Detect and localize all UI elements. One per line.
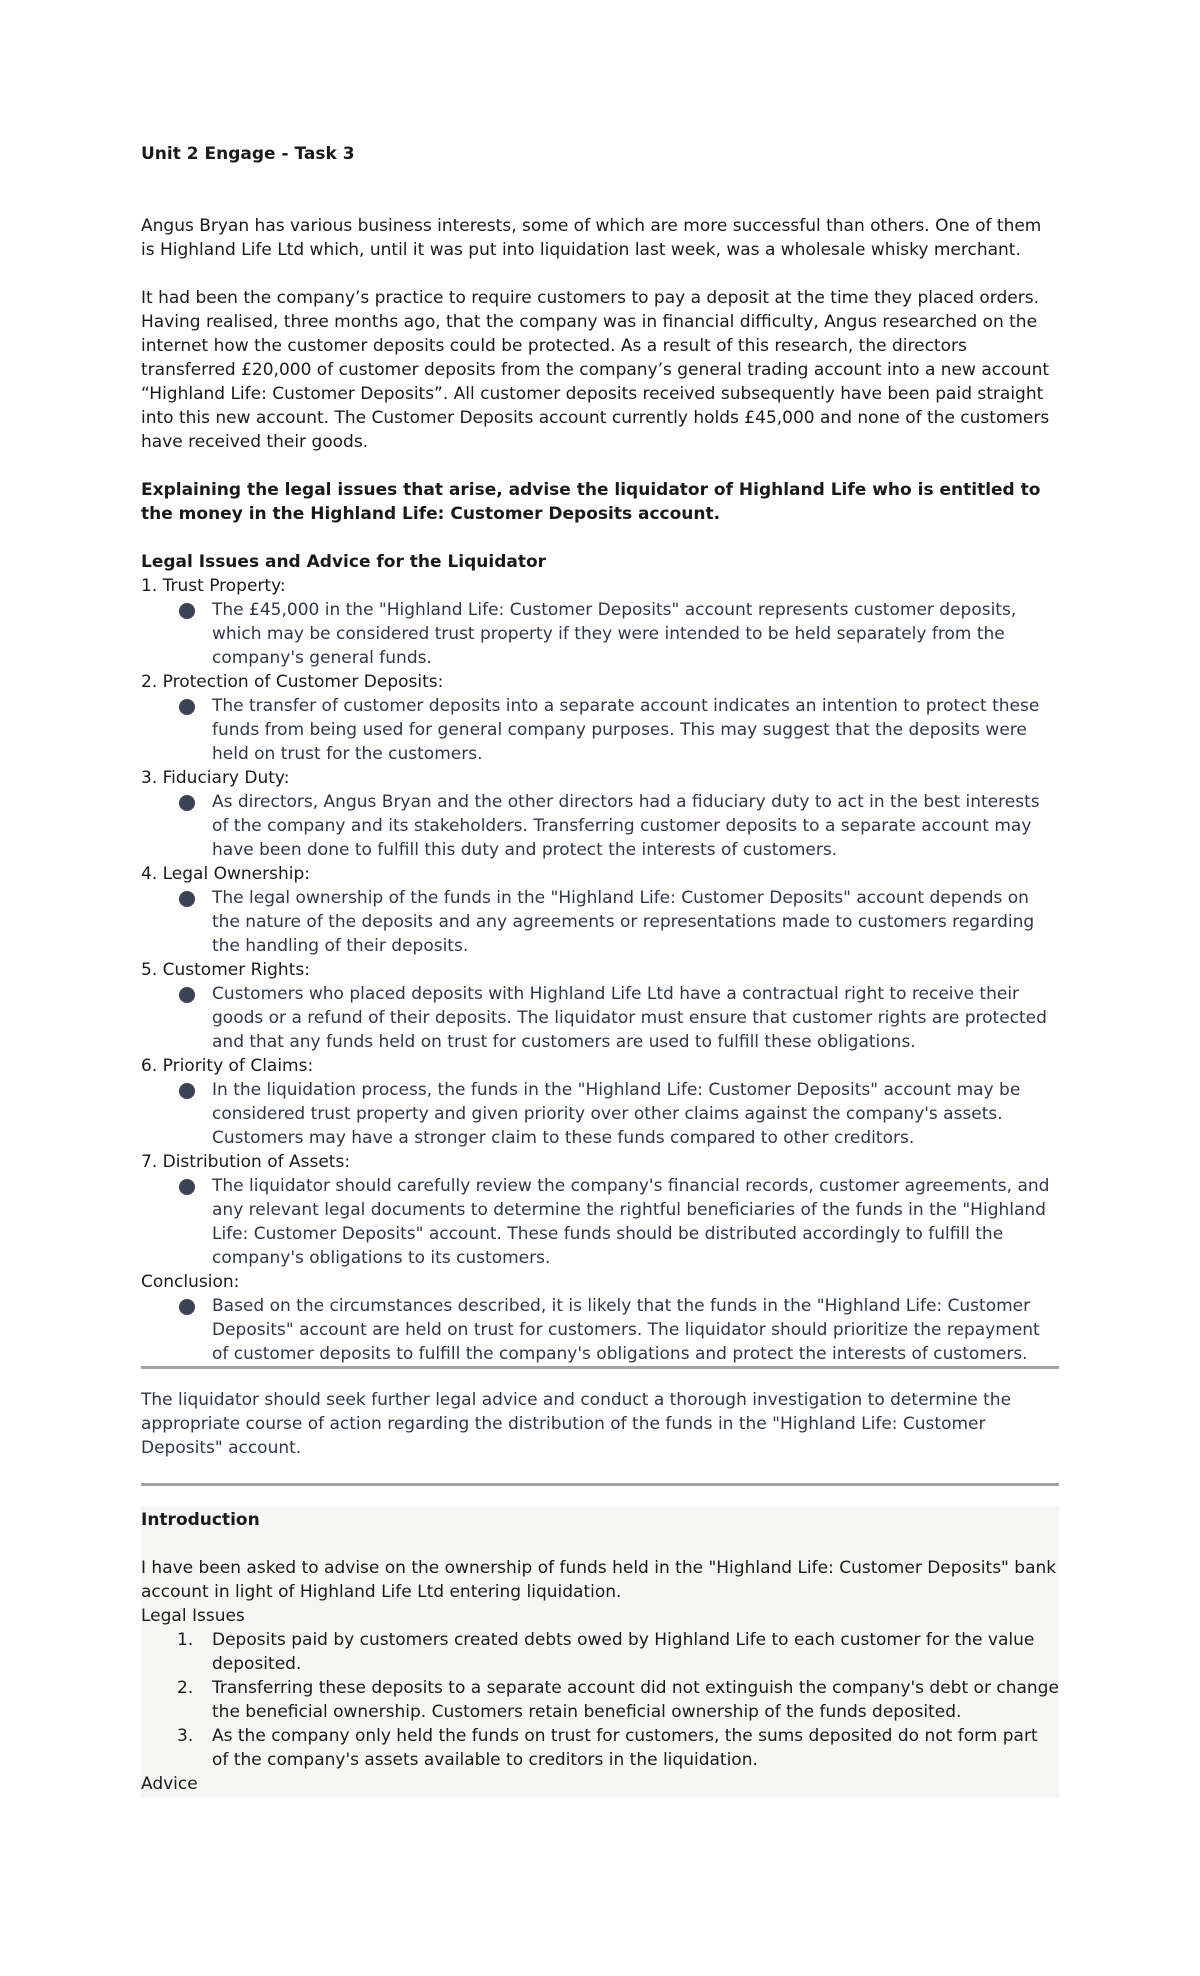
issue-title: 4. Legal Ownership: [141,864,310,884]
advice-label: Advice [141,1774,198,1794]
numbered-item [141,1628,1059,1676]
item-text: As the company only held the funds on trust for customers, the sums deposited do not form part of the company's assets available to creditors in the liquidation. [212,1726,1038,1770]
bullet-icon [179,603,195,619]
issue-bullet [141,1078,1059,1150]
issue-text: The liquidator should carefully review the company's financial records, customer agreements, and any relevant legal documents to determine the rightful beneficiaries of the funds in the "Highland Life: Customer Deposits" account. These funds should be distributed accordingly to fulfill the company's obligations to its customers. [212,1176,1050,1268]
legal-issues-label: Legal Issues [141,1606,245,1626]
issue-text: The transfer of customer deposits into a separate account indicates an intention to protect these funds from being used for general company purposes. This may suggest that the deposits were held on trust for the customers. [212,696,1040,764]
document-body [141,214,1059,1798]
item-number: 1. [177,1630,194,1650]
issue-title: 3. Fiduciary Duty: [141,768,290,788]
box-intro: I have been asked to advise on the ownership of funds held in the "Highland Life: Customer Deposits" bank account in light of Highland Life Ltd entering liquidation. [141,1558,1057,1602]
conclusion-title: Conclusion: [141,1272,240,1292]
bullet-icon [179,1083,195,1099]
question-paragraph: Explaining the legal issues that arise, advise the liquidator of Highland Life who is entitled to the money in the Highland Life: Customer Deposits account. [141,480,1041,524]
item-text: Transferring these deposits to a separate account did not extinguish the company's debt or change the beneficial ownership. Customers retain beneficial ownership of the funds deposited. [212,1678,1059,1722]
issue-bullet [141,790,1059,862]
box-heading: Introduction [141,1510,260,1530]
introduction-box [141,1506,1059,1798]
horizontal-rule [141,1366,1059,1369]
issue-bullet [141,1174,1059,1270]
conclusion-bullet [141,1294,1059,1366]
bullet-icon [179,795,195,811]
bullet-icon [179,1299,195,1315]
item-text: Deposits paid by customers created debts owed by Highland Life to each customer for the value deposited. [212,1630,1035,1674]
section-heading: Legal Issues and Advice for the Liquidator [141,552,547,572]
bullet-icon [179,891,195,907]
issue-list [141,574,1059,1366]
document-title: Unit 2 Engage - Task 3 [141,144,355,164]
issue-text: Customers who placed deposits with Highland Life Ltd have a contractual right to receive their goods or a refund of their deposits. The liquidator must ensure that customer rights are protected and that any funds held on trust for customers are used to fulfill these obligations. [212,984,1047,1052]
bullet-icon [179,699,195,715]
numbered-item [141,1724,1059,1772]
numbered-item [141,1676,1059,1724]
closing-paragraph: The liquidator should seek further legal advice and conduct a thorough investigation to determine the appropriate course of action regarding the distribution of the funds in the "Highland Life: Customer Deposits" account. [141,1390,1012,1458]
issue-title: 2. Protection of Customer Deposits: [141,672,444,692]
issue-title: 6. Priority of Claims: [141,1056,314,1076]
issue-bullet [141,694,1059,766]
intro-paragraph: Angus Bryan has various business interests, some of which are more successful than others. One of them is Highland Life Ltd which, until it was put into liquidation last week, was a wholesale whisky merchant. [141,216,1042,260]
issue-text: The £45,000 in the "Highland Life: Customer Deposits" account represents customer deposits, which may be considered trust property if they were intended to be held separately from the company's general funds. [212,600,1017,668]
bullet-icon [179,1179,195,1195]
issue-title: 5. Customer Rights: [141,960,310,980]
issue-text: The legal ownership of the funds in the "Highland Life: Customer Deposits" account depends on the nature of the deposits and any agreements or representations made to customers regarding the handling of their deposits. [212,888,1035,956]
item-number: 3. [177,1726,194,1746]
issue-bullet [141,598,1059,670]
item-number: 2. [177,1678,194,1698]
conclusion-text: Based on the circumstances described, it is likely that the funds in the "Highland Life: Customer Deposits" account are held on trust for customers. The liquidator should prioritize the repayment of customer deposits to fulfill the company's obligations and protect the interests of customers. [212,1296,1040,1364]
issue-text: In the liquidation process, the funds in the "Highland Life: Customer Deposits" account may be considered trust property and given priority over other claims against the company's assets. Customers may have a stronger claim to these funds compared to other creditors. [212,1080,1021,1148]
issue-bullet [141,886,1059,958]
issue-bullet [141,982,1059,1054]
bullet-icon [179,987,195,1003]
issue-text: As directors, Angus Bryan and the other directors had a fiduciary duty to act in the best interests of the company and its stakeholders. Transferring customer deposits to a separate account may have been done to fulfill this duty and protect the interests of customers. [212,792,1040,860]
issue-title: 1. Trust Property: [141,576,286,596]
horizontal-rule [141,1483,1059,1486]
intro-paragraph: It had been the company’s practice to require customers to pay a deposit at the time they placed orders. Having realised, three months ago, that the company was in financial difficulty, Angus researched on the internet how the customer deposits could be protected. As a result of this research, the directors transferred £20,000 of customer deposits from the company’s general trading account into a new account “Highland Life: Customer Deposits”. All customer deposits received subsequently have been paid straight into this new account. The Customer Deposits account currently holds £45,000 and none of the customers have received their goods. [141,288,1050,452]
issue-title: 7. Distribution of Assets: [141,1152,351,1172]
